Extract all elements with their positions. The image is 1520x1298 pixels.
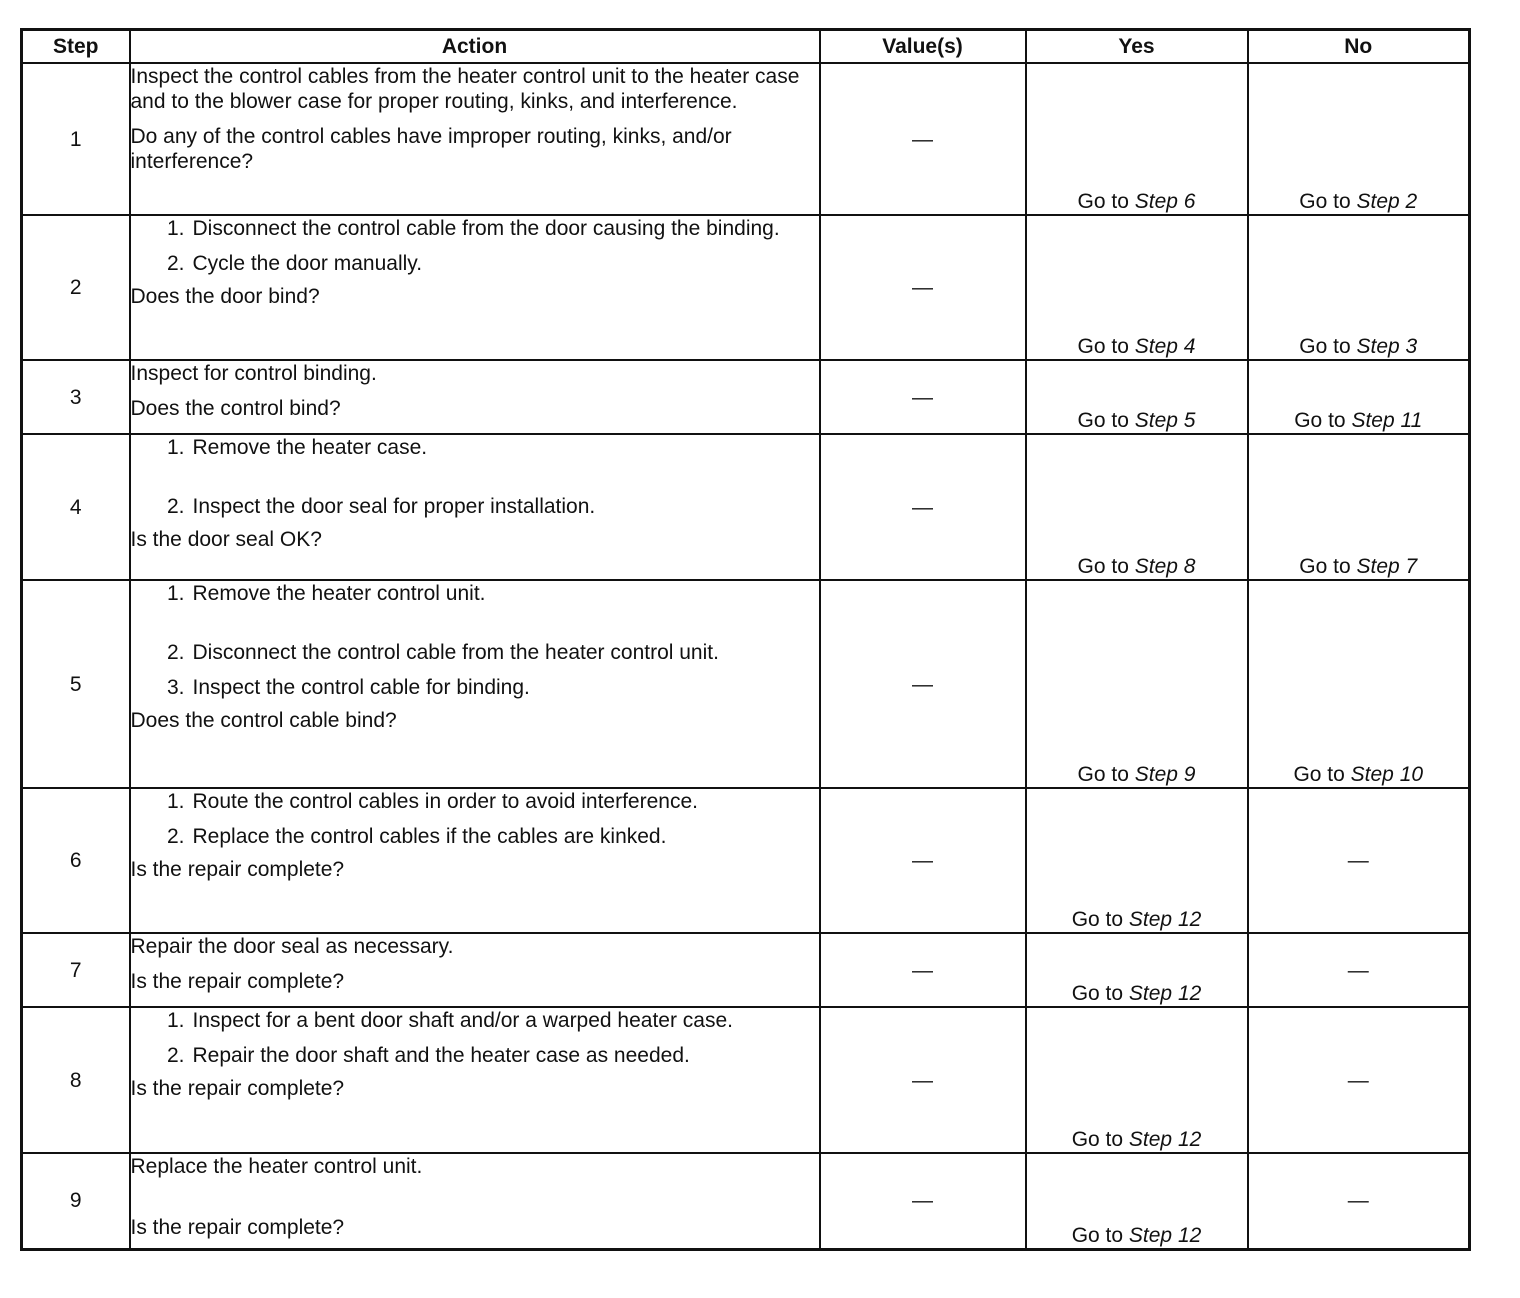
action-question: Do any of the control cables have improper routing, kinks, and/or interference? — [130, 125, 732, 173]
list-number: 2. — [166, 641, 185, 664]
yes-cell — [1026, 580, 1248, 788]
action-list-item — [151, 1008, 819, 1033]
no-cell — [1248, 215, 1470, 360]
yes-cell — [1026, 434, 1248, 580]
go-to-text: Go to — [1077, 190, 1129, 213]
action-cell — [130, 580, 820, 788]
step-number: 2 — [22, 215, 130, 360]
diagnostic-table — [20, 28, 1471, 1251]
action-list-item — [151, 675, 819, 700]
value-cell: — — [820, 1007, 1026, 1153]
go-to-text: Go to — [1299, 190, 1351, 213]
action-cell — [130, 360, 820, 434]
list-text: Route the control cables in order to avoid interference. — [192, 790, 698, 813]
list-number: 2. — [166, 495, 185, 518]
list-text: Remove the heater control unit. — [192, 582, 486, 605]
action-question: Is the repair complete? — [130, 1077, 345, 1100]
step-link[interactable]: Step 10 — [1350, 763, 1424, 786]
value-cell: — — [820, 580, 1026, 788]
list-text: Inspect the control cable for binding. — [192, 676, 530, 699]
action-list-item — [151, 1043, 819, 1068]
go-to-text: Go to — [1077, 763, 1129, 786]
yes-cell — [1026, 933, 1248, 1007]
no-cell: — — [1248, 1153, 1470, 1249]
value-cell: — — [820, 933, 1026, 1007]
go-to-text: Go to — [1294, 409, 1346, 432]
step-number: 6 — [22, 788, 130, 933]
no-cell — [1248, 580, 1470, 788]
list-number: 3. — [166, 676, 185, 699]
list-text: Inspect for a bent door shaft and/or a warped heater case. — [192, 1009, 734, 1032]
go-to-text: Go to — [1071, 908, 1124, 931]
list-text: Remove the heater case. — [192, 436, 428, 459]
header-no: No — [1248, 30, 1470, 64]
yes-cell — [1026, 63, 1248, 215]
step-link[interactable]: Step 5 — [1134, 409, 1196, 432]
action-question: Is the door seal OK? — [130, 528, 322, 551]
no-cell — [1248, 63, 1470, 215]
value-cell: — — [820, 1153, 1026, 1249]
header-action: Action — [130, 30, 820, 64]
go-to-text: Go to — [1071, 1223, 1124, 1247]
table-row — [22, 434, 1470, 580]
table-row — [22, 63, 1470, 215]
list-text: Cycle the door manually. — [192, 252, 423, 275]
step-number: 3 — [22, 360, 130, 434]
header-row — [22, 30, 1470, 64]
header-step: Step — [22, 30, 130, 64]
step-number: 4 — [22, 434, 130, 580]
step-link[interactable]: Step 11 — [1351, 409, 1423, 432]
list-text: Replace the control cables if the cables are kinked. — [192, 825, 667, 848]
no-cell — [1248, 434, 1470, 580]
action-cell — [130, 788, 820, 933]
table-row — [22, 215, 1470, 360]
step-link[interactable]: Step 12 — [1128, 982, 1202, 1005]
action-cell — [130, 63, 820, 215]
header-value: Value(s) — [820, 30, 1026, 64]
step-link[interactable]: Step 6 — [1134, 190, 1196, 213]
action-text: Repair the door seal as necessary. — [130, 935, 454, 958]
list-number: 1. — [166, 582, 185, 605]
action-question: Does the door bind? — [130, 285, 320, 308]
value-cell: — — [820, 360, 1026, 434]
list-number: 2. — [166, 252, 185, 275]
action-list-item — [151, 216, 819, 241]
list-text: Disconnect the control cable from the door causing the binding. — [192, 217, 780, 240]
step-link[interactable]: Step 7 — [1356, 555, 1418, 578]
step-link[interactable]: Step 12 — [1128, 908, 1202, 931]
go-to-text: Go to — [1293, 763, 1345, 786]
step-link[interactable]: Step 8 — [1134, 555, 1196, 578]
step-number: 9 — [22, 1153, 130, 1249]
list-text: Repair the door shaft and the heater case as needed. — [192, 1044, 690, 1067]
yes-cell — [1026, 788, 1248, 933]
go-to-text: Go to — [1071, 982, 1124, 1005]
table-row — [22, 933, 1470, 1007]
step-number: 7 — [22, 933, 130, 1007]
step-link[interactable]: Step 2 — [1356, 190, 1418, 213]
step-number: 1 — [22, 63, 130, 215]
step-link[interactable]: Step 12 — [1128, 1128, 1202, 1151]
go-to-text: Go to — [1299, 555, 1351, 578]
action-text: Inspect the control cables from the heater control unit to the heater case and to the blower case for proper routing, kinks, and interference. — [130, 65, 800, 113]
go-to-text: Go to — [1077, 409, 1129, 432]
step-link[interactable]: Step 4 — [1134, 335, 1196, 358]
action-cell — [130, 434, 820, 580]
action-cell — [130, 1007, 820, 1153]
action-text: Replace the heater control unit. — [130, 1155, 423, 1178]
action-list-item — [151, 824, 819, 849]
list-number: 2. — [166, 825, 185, 848]
list-number: 1. — [166, 790, 185, 813]
action-question: Does the control cable bind? — [130, 709, 397, 732]
table-row — [22, 788, 1470, 933]
step-number: 8 — [22, 1007, 130, 1153]
list-number: 1. — [166, 1009, 185, 1032]
header-yes: Yes — [1026, 30, 1248, 64]
action-question: Is the repair complete? — [130, 1216, 345, 1239]
action-list-item — [151, 640, 819, 665]
action-cell — [130, 1153, 820, 1249]
value-cell: — — [820, 215, 1026, 360]
value-cell: — — [820, 63, 1026, 215]
action-list-item — [151, 581, 819, 606]
table-row — [22, 1007, 1470, 1153]
action-question: Does the control bind? — [130, 397, 341, 420]
action-text: Inspect for control binding. — [130, 362, 377, 385]
list-text: Inspect the door seal for proper installation. — [192, 495, 596, 518]
list-number: 1. — [166, 217, 185, 240]
table-row — [22, 360, 1470, 434]
step-link[interactable]: Step 9 — [1134, 763, 1196, 786]
no-cell — [1248, 360, 1470, 434]
list-text: Disconnect the control cable from the heater control unit. — [192, 641, 719, 664]
yes-cell — [1026, 360, 1248, 434]
action-list-item — [151, 251, 819, 276]
action-cell — [130, 933, 820, 1007]
table-row — [22, 1153, 1470, 1249]
no-cell: — — [1248, 788, 1470, 933]
value-cell: — — [820, 788, 1026, 933]
step-link[interactable]: Step 3 — [1356, 335, 1418, 358]
go-to-text: Go to — [1299, 335, 1351, 358]
yes-cell — [1026, 1007, 1248, 1153]
list-number: 1. — [166, 436, 185, 459]
no-cell: — — [1248, 933, 1470, 1007]
table-row — [22, 580, 1470, 788]
action-question: Is the repair complete? — [130, 970, 345, 993]
action-list-item — [151, 494, 819, 519]
value-cell: — — [820, 434, 1026, 580]
step-link[interactable]: Step 12 — [1128, 1223, 1202, 1247]
step-number: 5 — [22, 580, 130, 788]
go-to-text: Go to — [1077, 555, 1129, 578]
action-list-item — [151, 789, 819, 814]
action-question: Is the repair complete? — [130, 858, 345, 881]
yes-cell — [1026, 215, 1248, 360]
go-to-text: Go to — [1077, 335, 1129, 358]
action-list-item — [151, 435, 819, 460]
list-number: 2. — [166, 1044, 185, 1067]
go-to-text: Go to — [1071, 1128, 1124, 1151]
yes-cell — [1026, 1153, 1248, 1249]
no-cell: — — [1248, 1007, 1470, 1153]
action-cell — [130, 215, 820, 360]
